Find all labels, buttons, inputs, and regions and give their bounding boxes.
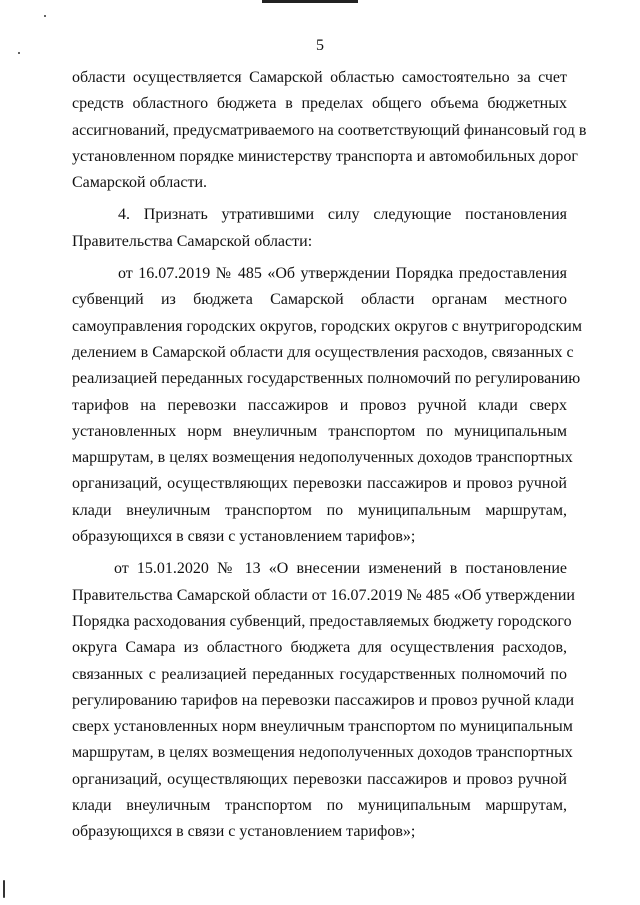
text-line: маршрутам, в целях возмещения недополученных доходов транспортных [72,744,573,762]
text-line: связанных с реализацией переданных государственных полномочий по [72,665,567,683]
text-line: организаций, осуществляющих перевозки пассажиров и провоз ручной [72,770,567,788]
text-line: делением в Самарской области для осуществления расходов, связанных с [72,343,574,361]
scan-speck [3,880,5,898]
page-number: 5 [316,37,324,54]
text-line: образующихся в связи с установлением тарифов»; [72,823,416,841]
text-line: маршрутам, в целях возмещения недополученных доходов транспортных [72,449,573,467]
text-line: округа Самара из областного бюджета для осуществления расходов, [72,639,567,657]
text-line: установленном порядке министерству транспорта и автомобильных дорог [72,147,578,165]
text-line: клади внеуличным транспортом по муниципальным маршрутам, [72,501,567,519]
text-line: Самарской области. [72,174,207,192]
text-line: тарифов на перевозки пассажиров и провоз ручной клади сверх [72,396,567,414]
paragraph-start-line: от 15.01.2020 № 13 «О внесении изменений в постановление [114,560,567,578]
paragraph-start-line: от 16.07.2019 № 485 «Об утверждении Порядка предоставления [118,265,567,283]
text-line: Правительства Самарской области: [72,232,313,250]
text-line: субвенций из бюджета Самарской области органам местного [72,291,567,309]
scan-artifact [262,0,358,3]
text-line: ассигнований, предусматриваемого на соответствующий финансовый год в [72,121,587,139]
text-line: самоуправления городских округов, городских округов с внутригородским [72,317,582,335]
text-line: Порядка расходования субвенций, предоставляемых бюджету городского [72,612,572,630]
text-line: Правительства Самарской области от 16.07.2019 № 485 «Об утверждении [72,586,575,604]
text-line: установленных норм внеуличным транспортом по муниципальным [72,422,567,440]
document-body [72,65,587,846]
text-line: клади внеуличным транспортом по муниципальным маршрутам, [72,797,567,815]
text-line: реализацией переданных государственных полномочий по регулированию [72,370,581,388]
text-line: организаций, осуществляющих перевозки пассажиров и провоз ручной [72,475,567,493]
text-line: области осуществляется Самарской областью самостоятельно за счет [72,69,567,86]
scan-speck [44,15,46,17]
text-line: сверх установленных норм внеуличным транспортом по муниципальным [72,718,573,736]
text-line: средств областного бюджета в пределах общего объема бюджетных [72,95,567,113]
text-line: образующихся в связи с установлением тарифов»; [72,528,416,546]
text-line: регулированию тарифов на перевозки пассажиров и провоз ручной клади [72,691,575,709]
paragraph-start-line: 4. Признать утратившими силу следующие постановления [118,206,567,224]
